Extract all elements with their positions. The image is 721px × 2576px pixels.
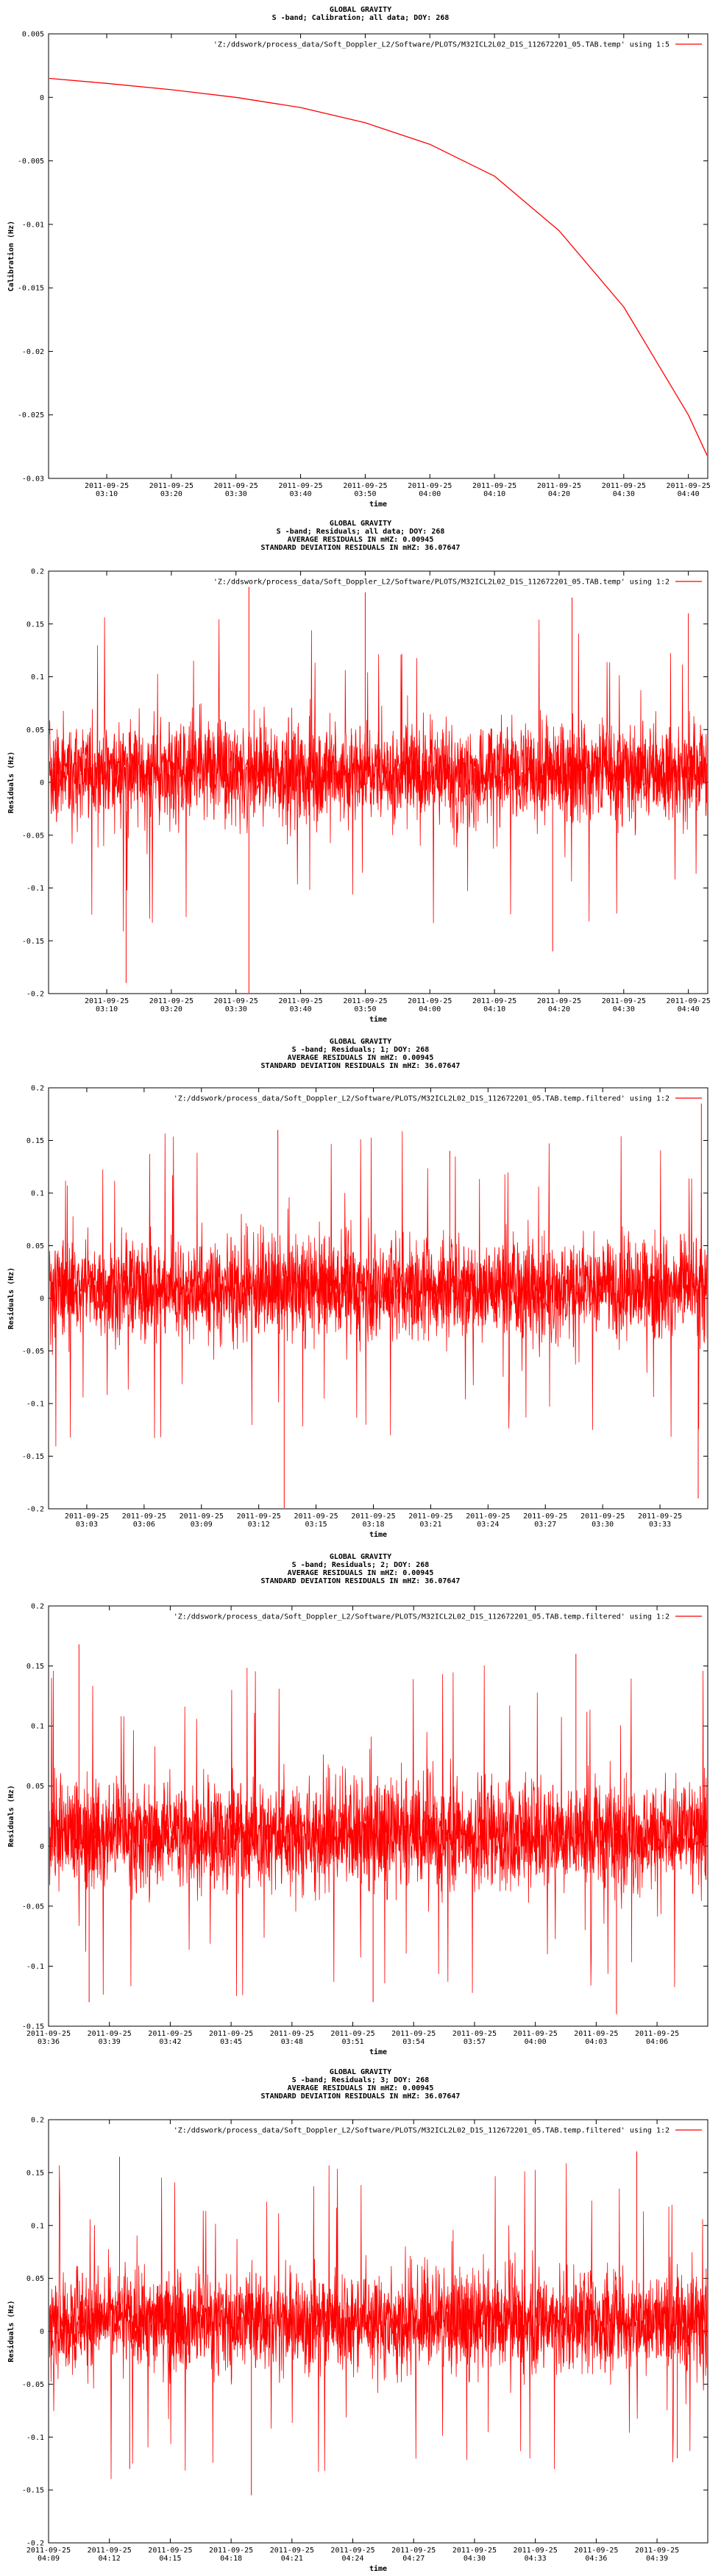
x-tick-time: 04:40 — [677, 1005, 700, 1013]
x-tick-time: 03:18 — [362, 1521, 385, 1529]
x-axis-label: time — [369, 500, 388, 509]
x-tick-time: 03:40 — [289, 1005, 312, 1013]
chart-title-line: S -band; Residuals; 3; DOY: 268 — [291, 2076, 430, 2084]
x-tick-time: 03:09 — [190, 1521, 213, 1529]
y-tick-label: -0.05 — [21, 2380, 44, 2389]
x-axis-label: time — [369, 1016, 388, 1024]
x-tick-time: 04:10 — [483, 490, 506, 498]
x-tick-time: 04:18 — [220, 2555, 243, 2563]
x-axis-label: time — [369, 2565, 388, 2573]
x-tick-time: 03:30 — [224, 1005, 247, 1013]
y-tick-label: 0.15 — [26, 1663, 44, 1671]
x-tick-time: 04:10 — [483, 1005, 506, 1013]
chart-title-line: AVERAGE RESIDUALS IN mHZ: 0.00945 — [287, 2084, 434, 2092]
x-tick-date: 2011-09-25 — [294, 1512, 338, 1521]
y-tick-label: -0.1 — [26, 1400, 44, 1409]
y-axis-label: Calibration (Hz) — [7, 220, 15, 292]
x-tick-date: 2011-09-25 — [391, 2547, 436, 2555]
y-tick-label: -0.1 — [26, 1962, 44, 1971]
x-tick-date: 2011-09-25 — [452, 2030, 497, 2038]
x-tick-date: 2011-09-25 — [84, 482, 129, 490]
x-tick-date: 2011-09-25 — [536, 482, 582, 490]
x-tick-date: 2011-09-25 — [452, 2547, 497, 2555]
x-tick-date: 2011-09-25 — [209, 2030, 254, 2038]
y-tick-label: -0.1 — [26, 2433, 44, 2442]
x-tick-time: 03:33 — [649, 1521, 672, 1529]
x-tick-date: 2011-09-25 — [26, 2547, 71, 2555]
x-tick-date: 2011-09-25 — [637, 1512, 683, 1521]
x-tick-time: 03:48 — [280, 2038, 303, 2046]
chart-2 — [7, 520, 711, 1024]
x-tick-date: 2011-09-25 — [278, 997, 323, 1005]
x-tick-date: 2011-09-25 — [391, 2030, 436, 2038]
series-line-residuals-core — [49, 1234, 707, 1348]
y-tick-label: 0.2 — [30, 2116, 44, 2125]
x-tick-time: 03:50 — [354, 1005, 377, 1013]
x-tick-time: 03:20 — [160, 490, 182, 498]
chart-5 — [7, 2068, 708, 2573]
x-tick-time: 03:10 — [96, 490, 118, 498]
plot-frame — [49, 34, 708, 478]
x-tick-date: 2011-09-25 — [121, 1512, 166, 1521]
x-tick-date: 2011-09-25 — [236, 1512, 281, 1521]
x-axis-label: time — [369, 2048, 388, 2056]
x-tick-date: 2011-09-25 — [408, 482, 452, 490]
y-tick-label: -0.15 — [21, 2486, 44, 2495]
chart-title-line: S -band; Residuals; 1; DOY: 268 — [291, 1046, 430, 1054]
y-tick-label: -0.01 — [21, 221, 44, 230]
x-tick-time: 03:45 — [220, 2038, 243, 2046]
y-tick-label: 0.15 — [26, 620, 44, 629]
x-tick-time: 03:12 — [247, 1521, 270, 1529]
x-tick-time: 04:33 — [524, 2555, 547, 2563]
y-tick-label: -0.05 — [21, 1903, 44, 1911]
x-tick-date: 2011-09-25 — [523, 1512, 568, 1521]
x-tick-time: 03:40 — [289, 490, 312, 498]
chart-1 — [7, 6, 711, 509]
y-tick-label: -0.005 — [17, 158, 44, 166]
x-tick-date: 2011-09-25 — [84, 997, 129, 1005]
y-tick-label: 0.05 — [26, 1783, 44, 1791]
chart-title-line: S -band; Residuals; all data; DOY: 268 — [276, 528, 445, 536]
chart-title-line: S -band; Calibration; all data; DOY: 268 — [271, 14, 450, 22]
chart-title-line: STANDARD DEVIATION RESIDUALS IN mHZ: 36.07647 — [260, 2092, 461, 2101]
x-tick-time: 03:36 — [37, 2038, 60, 2046]
y-tick-label: -0.015 — [17, 284, 44, 293]
legend-label: 'Z:/ddswork/process_data/Soft_Doppler_L2/Software/PLOTS/M32ICL2L02_D1S_112672201_05.TAB.temp' using 1:2 — [213, 578, 670, 587]
legend-label: 'Z:/ddswork/process_data/Soft_Doppler_L2/Software/PLOTS/M32ICL2L02_D1S_112672201_05.TAB.temp.filtered' using 1:2 — [173, 2126, 670, 2135]
y-axis-label: Residuals (Hz) — [7, 1785, 15, 1847]
x-tick-time: 03:54 — [402, 2038, 425, 2046]
x-tick-date: 2011-09-25 — [634, 2547, 680, 2555]
y-tick-label: -0.025 — [17, 411, 44, 420]
x-tick-date: 2011-09-25 — [149, 997, 194, 1005]
y-tick-label: 0.2 — [30, 1084, 44, 1093]
y-tick-label: -0.15 — [21, 937, 44, 946]
x-tick-time: 04:00 — [524, 2038, 547, 2046]
x-tick-time: 04:09 — [37, 2555, 60, 2563]
y-tick-label: 0.1 — [30, 673, 44, 682]
y-tick-label: -0.15 — [21, 2023, 44, 2031]
y-tick-label: -0.2 — [26, 2539, 44, 2548]
chart-title-line: STANDARD DEVIATION RESIDUALS IN mHZ: 36.07647 — [260, 544, 461, 552]
x-tick-time: 04:12 — [98, 2555, 121, 2563]
x-tick-date: 2011-09-25 — [179, 1512, 224, 1521]
x-tick-time: 03:42 — [159, 2038, 182, 2046]
chart-title-line: GLOBAL GRAVITY — [329, 1553, 392, 1561]
x-tick-date: 2011-09-25 — [408, 1512, 453, 1521]
x-tick-date: 2011-09-25 — [601, 482, 646, 490]
x-tick-date: 2011-09-25 — [351, 1512, 396, 1521]
x-tick-date: 2011-09-25 — [87, 2030, 132, 2038]
x-tick-time: 04:30 — [612, 490, 635, 498]
chart-3 — [7, 1038, 708, 1539]
y-tick-label: 0 — [39, 779, 44, 788]
chart-title-line: S -band; Residuals; 2; DOY: 268 — [291, 1561, 430, 1569]
x-tick-date: 2011-09-25 — [472, 482, 517, 490]
y-tick-label: 0.005 — [21, 30, 44, 39]
x-tick-date: 2011-09-25 — [330, 2030, 375, 2038]
x-tick-time: 04:30 — [463, 2555, 486, 2563]
x-tick-time: 04:24 — [341, 2555, 364, 2563]
x-tick-time: 04:40 — [677, 490, 700, 498]
y-tick-label: 0.1 — [30, 1722, 44, 1731]
x-tick-time: 04:15 — [159, 2555, 182, 2563]
x-tick-date: 2011-09-25 — [330, 2547, 375, 2555]
x-tick-date: 2011-09-25 — [209, 2547, 254, 2555]
x-tick-date: 2011-09-25 — [269, 2547, 314, 2555]
legend-label: 'Z:/ddswork/process_data/Soft_Doppler_L2/Software/PLOTS/M32ICL2L02_D1S_112672201_05.TAB.temp.filtered' using 1:2 — [173, 1094, 670, 1103]
chart-title-line: GLOBAL GRAVITY — [329, 2068, 392, 2076]
y-axis-label: Residuals (Hz) — [7, 751, 15, 814]
legend-label: 'Z:/ddswork/process_data/Soft_Doppler_L2/Software/PLOTS/M32ICL2L02_D1S_112672201_05.TAB.temp' using 1:5 — [213, 40, 670, 49]
x-tick-time: 04:27 — [402, 2555, 425, 2563]
x-tick-date: 2011-09-25 — [213, 482, 258, 490]
x-tick-time: 03:20 — [160, 1005, 182, 1013]
y-tick-label: -0.05 — [21, 1348, 44, 1356]
x-tick-time: 03:30 — [592, 1521, 614, 1529]
x-tick-time: 04:20 — [547, 490, 571, 498]
x-tick-time: 03:50 — [354, 490, 377, 498]
x-tick-date: 2011-09-25 — [513, 2547, 558, 2555]
y-tick-label: 0.05 — [26, 1242, 44, 1250]
x-tick-date: 2011-09-25 — [64, 1512, 110, 1521]
y-tick-label: 0.2 — [30, 1602, 44, 1611]
x-tick-date: 2011-09-25 — [601, 997, 646, 1005]
x-tick-date: 2011-09-25 — [574, 2547, 619, 2555]
x-tick-time: 03:30 — [224, 490, 247, 498]
x-tick-date: 2011-09-25 — [666, 997, 711, 1005]
y-tick-label: 0.05 — [26, 2275, 44, 2284]
y-tick-label: 0 — [39, 93, 44, 102]
x-tick-time: 03:39 — [98, 2038, 121, 2046]
x-tick-time: 03:27 — [534, 1521, 557, 1529]
x-tick-time: 03:15 — [305, 1521, 327, 1529]
x-tick-date: 2011-09-25 — [513, 2030, 558, 2038]
chart-title-line: GLOBAL GRAVITY — [329, 6, 392, 14]
chart-title-line: STANDARD DEVIATION RESIDUALS IN mHZ: 36.07647 — [260, 1577, 461, 1585]
x-tick-date: 2011-09-25 — [634, 2030, 680, 2038]
y-tick-label: 0 — [39, 1842, 44, 1851]
series-line-calibration — [49, 78, 708, 456]
x-tick-date: 2011-09-25 — [472, 997, 517, 1005]
y-tick-label: 0.15 — [26, 1137, 44, 1145]
y-tick-label: -0.03 — [21, 475, 44, 484]
chart-title-line: STANDARD DEVIATION RESIDUALS IN mHZ: 36.07647 — [260, 1062, 461, 1070]
x-tick-time: 03:57 — [463, 2038, 486, 2046]
x-tick-date: 2011-09-25 — [343, 482, 388, 490]
y-tick-label: 0.05 — [26, 726, 44, 735]
y-tick-label: -0.2 — [26, 990, 44, 999]
x-tick-date: 2011-09-25 — [87, 2547, 132, 2555]
x-tick-time: 04:36 — [585, 2555, 608, 2563]
x-tick-date: 2011-09-25 — [536, 997, 582, 1005]
x-tick-date: 2011-09-25 — [148, 2030, 193, 2038]
y-tick-label: 0 — [39, 1295, 44, 1303]
x-tick-time: 03:06 — [132, 1521, 155, 1529]
y-tick-label: -0.02 — [21, 347, 44, 356]
y-axis-label: Residuals (Hz) — [7, 1267, 15, 1330]
y-tick-label: -0.05 — [21, 832, 44, 841]
x-tick-time: 03:10 — [96, 1005, 118, 1013]
series-line-residuals-core — [49, 718, 707, 827]
x-tick-time: 03:21 — [419, 1521, 442, 1529]
x-tick-date: 2011-09-25 — [408, 997, 452, 1005]
x-tick-time: 04:03 — [585, 2038, 608, 2046]
x-tick-time: 03:51 — [341, 2038, 364, 2046]
x-tick-date: 2011-09-25 — [466, 1512, 511, 1521]
y-tick-label: 0.1 — [30, 2222, 44, 2231]
x-axis-label: time — [369, 1531, 388, 1539]
x-tick-date: 2011-09-25 — [148, 2547, 193, 2555]
y-tick-label: 0.1 — [30, 1189, 44, 1198]
chart-4 — [7, 1553, 708, 2056]
legend-label: 'Z:/ddswork/process_data/Soft_Doppler_L2/Software/PLOTS/M32ICL2L02_D1S_112672201_05.TAB.temp.filtered' using 1:2 — [173, 1613, 670, 1621]
y-tick-label: -0.1 — [26, 885, 44, 893]
x-tick-time: 04:06 — [646, 2038, 669, 2046]
y-tick-label: -0.15 — [21, 1453, 44, 1461]
x-tick-date: 2011-09-25 — [574, 2030, 619, 2038]
x-tick-time: 04:00 — [419, 1005, 441, 1013]
x-tick-time: 04:21 — [280, 2555, 303, 2563]
x-tick-date: 2011-09-25 — [580, 1512, 625, 1521]
x-tick-date: 2011-09-25 — [149, 482, 194, 490]
x-tick-date: 2011-09-25 — [26, 2030, 71, 2038]
x-tick-time: 04:30 — [612, 1005, 635, 1013]
chart-title-line: AVERAGE RESIDUALS IN mHZ: 0.00945 — [287, 1054, 434, 1062]
chart-title-line: AVERAGE RESIDUALS IN mHZ: 0.00945 — [287, 1569, 434, 1577]
chart-title-line: AVERAGE RESIDUALS IN mHZ: 0.00945 — [287, 536, 434, 544]
x-tick-time: 04:39 — [646, 2555, 669, 2563]
x-tick-date: 2011-09-25 — [666, 482, 711, 490]
x-tick-date: 2011-09-25 — [343, 997, 388, 1005]
x-tick-time: 04:00 — [419, 490, 441, 498]
x-tick-date: 2011-09-25 — [269, 2030, 314, 2038]
y-tick-label: 0.2 — [30, 567, 44, 576]
x-tick-date: 2011-09-25 — [213, 997, 258, 1005]
chart-title-line: GLOBAL GRAVITY — [329, 1038, 392, 1046]
y-tick-label: 0 — [39, 2328, 44, 2336]
x-tick-time: 04:20 — [547, 1005, 571, 1013]
y-tick-label: -0.2 — [26, 1505, 44, 1514]
chart-title-line: GLOBAL GRAVITY — [329, 520, 392, 528]
x-tick-time: 03:24 — [477, 1521, 500, 1529]
y-tick-label: 0.15 — [26, 2169, 44, 2178]
x-tick-date: 2011-09-25 — [278, 482, 323, 490]
x-tick-time: 03:03 — [75, 1521, 98, 1529]
y-axis-label: Residuals (Hz) — [7, 2300, 15, 2363]
